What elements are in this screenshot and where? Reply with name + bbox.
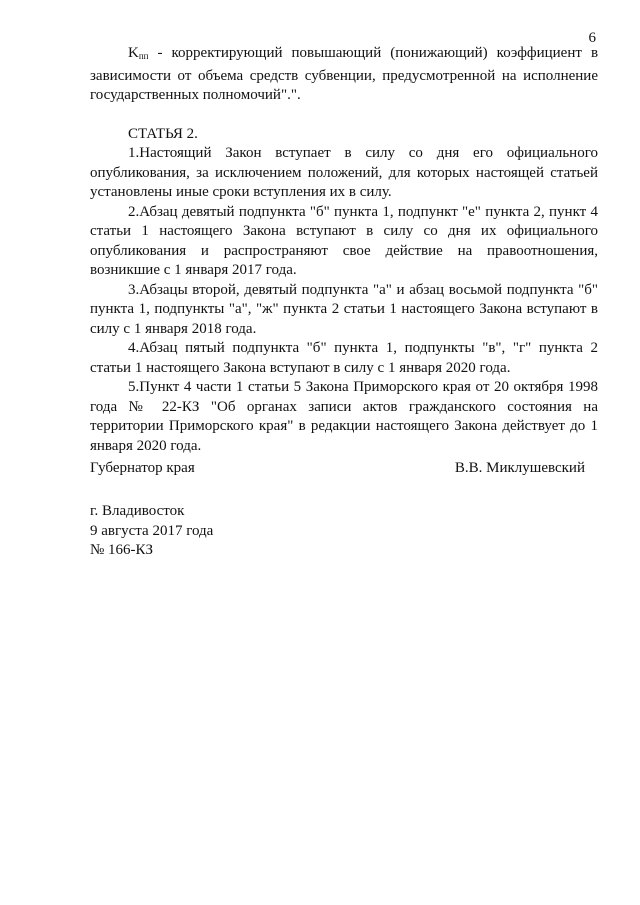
law-number: № 166-КЗ: [90, 542, 154, 558]
signatory-name: В.В. Миклушевский: [454, 460, 585, 476]
date: 9 августа 2017 года: [90, 522, 214, 539]
article-paragraph-3: 3.Абзацы второй, девятый подпункта "а" и абзац восьмой подпункта "б" пункта 1, подпункты "а", "ж" пункта 2 статьи 1 настоящего Закона вступают в силу с 1 января 2018 года.: [90, 281, 598, 337]
article-paragraph-2: 2.Абзац девятый подпункта "б" пункта 1, подпункт "е" пункта 2, пункт 4 статьи 1 настоящего Закона вступают в силу со дня их официального опубликования и распространяют свое действие на правоотношения, возникшие с 1 января 2017 года.: [90, 203, 598, 278]
article-heading: СТАТЬЯ 2.: [128, 125, 198, 142]
signature-block: [90, 460, 585, 477]
place-date-block: [90, 502, 213, 561]
formula-symbol: K: [128, 45, 139, 61]
article-paragraph-4: 4.Абзац пятый подпункта "б" пункта 1, подпункты "в", "г" пункта 2 статьи 1 настоящего Закона вступают в силу с 1 января 2020 года.: [90, 340, 598, 376]
article-paragraph-1: 1.Настоящий Закон вступает в силу со дня его официального опубликования, за исключением положений, для которых настоящей статьей установлены иные сроки вступления их в силу.: [90, 145, 598, 200]
formula-definition: [90, 44, 598, 106]
article-paragraph-5: 5.Пункт 4 части 1 статьи 5 Закона Приморского края от 20 октября 1998 года № 22-КЗ "Об органах записи актов гражданского состояния на территории Приморского края" в редакции настоящего Закона действует до 1 января 2020 года.: [90, 379, 598, 454]
document-body: [90, 44, 598, 456]
formula-first-line: - корректирующий повышающий (понижающий) коэффициент: [157, 45, 582, 61]
formula-rest: в зависимости от объема средств субвенции, предусмотренной на исполнение государственных полномочий".".: [90, 45, 599, 103]
formula-subscript: пп: [138, 51, 149, 61]
signatory-position: Губернатор края: [90, 460, 195, 476]
city: г. Владивосток: [90, 503, 185, 519]
page-number: 6: [588, 30, 596, 46]
